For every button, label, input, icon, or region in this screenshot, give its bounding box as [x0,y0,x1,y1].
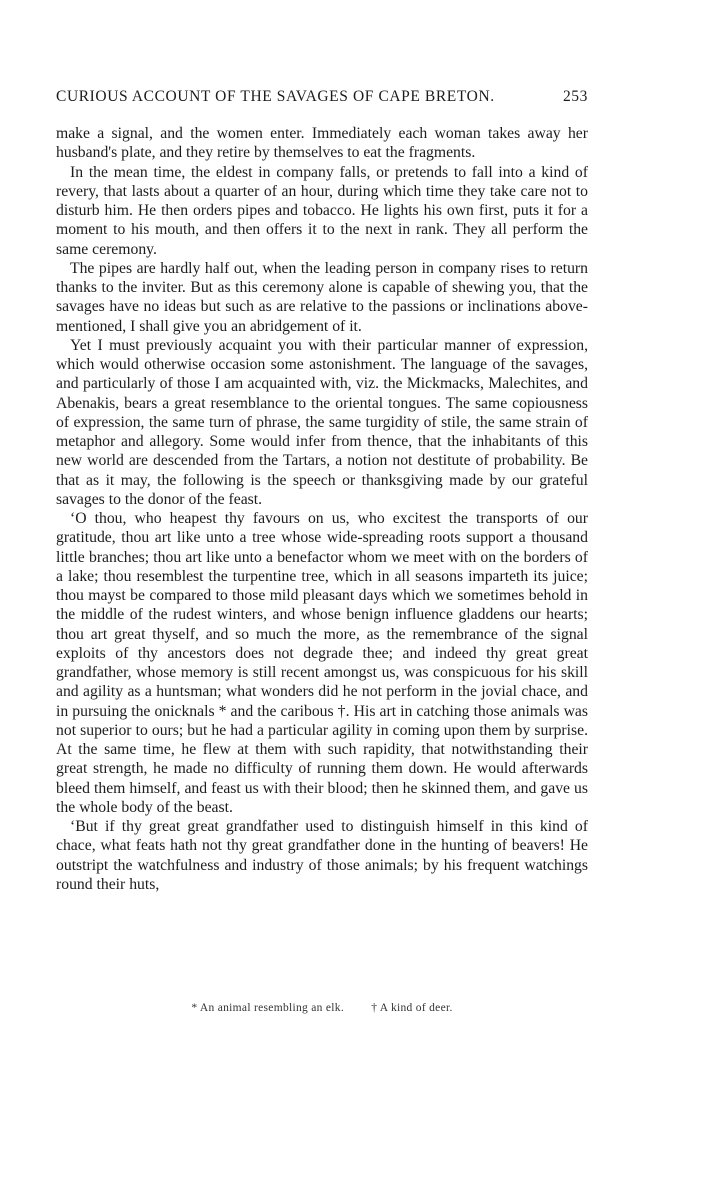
paragraph: The pipes are hardly half out, when the leading person in company rises to return thanks to the inviter. But as this ceremony alone is capable of shewing you, that the savages have no ideas but such as are relative to the passions or inclinations above-mentioned, I shall give you an abridgement of it. [56,259,588,335]
paragraph: ‘O thou, who heapest thy favours on us, who excitest the transports of our gratitude, thou art like unto a tree whose wide-spreading roots support a thousand little branches; thou art like unto a benefactor whom we meet with on the borders of a lake; thou resemblest the turpentine tree, which in all seasons imparteth its juice; thou mayst be compared to those mild pleasant days which we sometimes behold in the middle of the rudest winters, and whose benign influence gladdens our hearts; thou art great thyself, and so much the more, as the remembrance of the signal exploits of thy ancestors does not degrade thee; and indeed thy great great grandfather, whose memory is still recent amongst us, was conspicuous for his skill and agility as a huntsman; what wonders did he not perform in the jovial chace, and in pursuing the onicknals * and the caribous †. His art in catching those animals was not superior to ours; but he had a particular agility in coming upon them by surprise. At the same time, he flew at them with such rapidity, that notwithstanding their great strength, he made no difficulty of running them down. He would afterwards bleed them himself, and feast us with their blood; then he skinned them, and gave us the whole body of the beast. [56,510,588,816]
paragraph: make a signal, and the women enter. Immediately each woman takes away her husband's plate, and they retire by themselves to eat the fragments. [56,125,588,162]
page-number: 253 [562,88,588,105]
paragraph: ‘But if thy great great grandfather used to distinguish himself in this kind of chace, what feats hath not thy great grandfather done in the hunting of beavers! He outstript the watchfulness and industry of those animals; by his frequent watchings round their huts, [56,818,588,893]
paragraph: In the mean time, the eldest in company falls, or pretends to fall into a kind of revery, that lasts about a quarter of an hour, during which time they take care not to disturb him. He then orders pipes and tobacco. He lights his own first, puts it for a moment to his mouth, and then offers it to the next in rank. They all perform the same ceremony. [56,163,588,258]
footnotes [56,1002,588,1014]
book-page [56,88,588,894]
running-head [56,88,588,112]
footnote: * An animal resembling an elk. [191,1002,345,1014]
running-title: CURIOUS ACCOUNT OF THE SAVAGES OF CAPE BRETON. [56,88,495,105]
body-text [56,124,588,894]
footnote: † A kind of deer. [371,1002,453,1014]
paragraph: Yet I must previously acquaint you with their particular manner of expression, which would otherwise occasion some astonishment. The language of the savages, and particularly of those I am acquainted with, viz. the Mickmacks, Malechites, and Abenakis, bears a great resemblance to the oriental tongues. The same copiousness of expression, the same turn of phrase, the same turgidity of stile, the same strain of metaphor and allegory. Some would infer from thence, that the inhabitants of this new world are descended from the Tartars, a notion not destitute of probability. Be that as it may, the following is the speech or thanksgiving made by our grateful savages to the donor of the feast. [56,336,588,508]
